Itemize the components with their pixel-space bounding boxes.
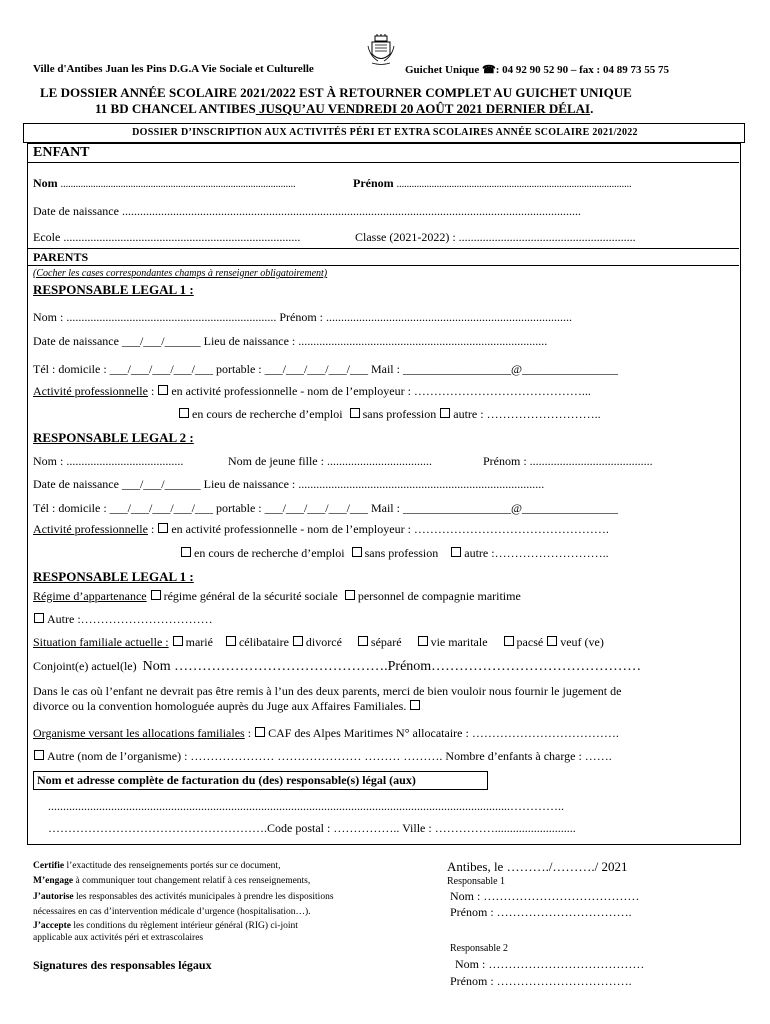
responsable2-title: RESPONSABLE LEGAL 2 : — [33, 430, 194, 445]
responsable2-prenom-field[interactable]: Prénom : ……………………………. — [450, 974, 632, 988]
option-label: autre : ……………………….. — [453, 407, 601, 421]
r2-tel-mail-field[interactable]: Tél : domicile : ___/___/___/___/___ portable : ___/___/___/___/___ Mail : __________________@________________ — [33, 501, 619, 515]
checkbox-regime-general[interactable] — [151, 590, 161, 600]
signatures-label: Signatures des responsables légaux — [33, 958, 212, 972]
section-enfant-title: ENFANT — [33, 145, 90, 160]
option-label: célibataire — [238, 635, 289, 649]
situation-label: Situation familiale actuelle : — [33, 635, 169, 649]
facturation-title: Nom et adresse complète de facturation du (des) responsable(s) légal (aux) — [37, 773, 416, 787]
text: l’exactitude des renseignements portés sur ce document, — [64, 861, 281, 871]
r1-activite-row: Activité professionnelle : en activité professionnelle - nom de l’employeur : ……………………………………... — [33, 384, 591, 398]
divider — [27, 162, 739, 163]
checkbox-sans-profession[interactable] — [352, 547, 362, 557]
checkbox-marie[interactable] — [173, 636, 183, 646]
checkbox-en-activite[interactable] — [158, 523, 168, 533]
option-label: Autre :…………………………… — [47, 612, 213, 626]
return-notice-line1: LE DOSSIER ANNÉE SCOLAIRE 2021/2022 EST À RETOURNER COMPLET AU GUICHET UNIQUE — [40, 85, 632, 100]
checkbox-recherche-emploi[interactable] — [181, 547, 191, 557]
option-label: régime général de la sécurité sociale — [163, 589, 338, 603]
note-text: divorce ou la convention homologuée auprès du Juge aux Affaires Familiales. — [33, 699, 407, 713]
option-label: sans profession — [362, 407, 437, 421]
engage-line — [33, 876, 310, 886]
checkbox-en-activite[interactable] — [158, 385, 168, 395]
option-label: séparé — [370, 635, 402, 649]
responsable2-nom-field[interactable]: Nom : ………………………………… — [455, 957, 645, 971]
checkbox-pacse[interactable] — [504, 636, 514, 646]
option-label: en cours de recherche d’emploi — [192, 407, 343, 421]
organisme-autre-row — [33, 749, 612, 764]
situation-row — [33, 635, 604, 650]
checkbox-caf[interactable] — [255, 727, 265, 737]
option-label: veuf (ve) — [560, 635, 604, 649]
option-label: pacsé — [516, 635, 544, 649]
accepte-line — [33, 921, 298, 931]
autorise-line — [33, 892, 334, 902]
checkbox-separe[interactable] — [358, 636, 368, 646]
responsable1-prenom-field[interactable]: Prénom : ……………………………. — [450, 905, 632, 919]
checkbox-autre[interactable] — [451, 547, 461, 557]
return-notice-line2 — [95, 101, 593, 117]
city-crest-logo — [366, 34, 396, 66]
r2-jeune-fille-field[interactable]: Nom de jeune fille : ................................... — [228, 454, 432, 468]
option-label: vie maritale — [430, 635, 488, 649]
activite-label: Activité professionnelle — [33, 522, 148, 536]
r2-nom-field[interactable]: Nom : ....................................... — [33, 454, 184, 468]
regime-autre-row — [33, 612, 213, 627]
field-label: Nom — [33, 176, 58, 190]
enfant-ecole-field[interactable]: Ecole ............................................................................... — [33, 230, 301, 244]
option-label: autre :……………………….. — [464, 546, 609, 560]
jugement-note-line2 — [33, 699, 423, 714]
code-postal-ville-field[interactable]: ……………………………………………….Code postal : …………….. Ville : ……………........................... — [48, 821, 576, 835]
keyword: M’engage — [33, 876, 74, 886]
regime-row — [33, 589, 521, 604]
responsable1-label: Responsable 1 — [447, 876, 506, 887]
divider — [27, 265, 739, 266]
checkbox-organisme-autre[interactable] — [34, 750, 44, 760]
option-label: en activité professionnelle - nom de l’employeur : …………………………………………. — [171, 522, 609, 536]
organisme-label: Organisme versant les allocations familiales — [33, 726, 245, 740]
r1-tel-mail-field[interactable]: Tél : domicile : ___/___/___/___/___ portable : ___/___/___/___/___ Mail : __________________@________________ — [33, 362, 619, 376]
adresse-field[interactable]: ..........................................................................................................................................................………….. — [48, 799, 564, 813]
enfant-date-naissance-field[interactable]: Date de naissance ......................................................................................................................................................... — [33, 204, 581, 218]
notice-address: 11 BD CHANCEL ANTIBES — [95, 101, 256, 116]
r2-activite-options — [180, 546, 609, 561]
text: les conditions du règlement intérieur général (RIG) ci-joint — [70, 921, 298, 931]
regime-label: Régime d’appartenance — [33, 589, 147, 603]
conjoint-field: Nom ……………………………………….Prénom……………………………………… — [142, 659, 642, 674]
option-label: divorcé — [305, 635, 342, 649]
r1-naissance-field[interactable]: Date de naissance ___/___/______ Lieu de naissance : ................................................................................... — [33, 334, 548, 348]
r2-prenom-field[interactable]: Prénom : ......................................... — [483, 454, 653, 468]
option-label: en activité professionnelle - nom de l’employeur : ……………………………………... — [171, 384, 591, 398]
r2-naissance-field[interactable]: Date de naissance ___/___/______ Lieu de naissance : .................................................................................. — [33, 477, 545, 491]
checkbox-compagnie-maritime[interactable] — [345, 590, 355, 600]
organisme-row: Organisme versant les allocations familiales : CAF des Alpes Maritimes N° allocataire : ………………………………. — [33, 726, 619, 740]
option-label: personnel de compagnie maritime — [357, 589, 521, 603]
option-label: Autre (nom de l’organisme) : ………………… ………………… ……… ………. Nombre d’enfants à charge : ……. — [47, 749, 612, 763]
header-line: Ville d'Antibes Juan les Pins D.G.A Vie Sociale et Culturelle — [33, 63, 314, 75]
text: à communiquer tout changement relatif à ces renseignements, — [73, 876, 311, 886]
keyword: Certifie — [33, 861, 65, 871]
option-label: marié — [185, 635, 213, 649]
checkbox-regime-autre[interactable] — [34, 613, 44, 623]
section-parents-title: PARENTS — [33, 250, 89, 264]
r1-activite-options — [178, 407, 601, 422]
form-title: DOSSIER D’INSCRIPTION AUX ACTIVITÉS PÉRI ET EXTRA SCOLAIRES ANNÉE SCOLAIRE 2021/2022 — [132, 127, 638, 138]
option-label: CAF des Alpes Maritimes N° allocataire : ………………………………. — [268, 726, 619, 740]
checkbox-divorce[interactable] — [293, 636, 303, 646]
r1-nom-prenom-field[interactable]: Nom : ...................................................................... Prénom : .................................................................................. — [33, 310, 572, 324]
enfant-prenom-field[interactable] — [353, 176, 632, 191]
keyword: J’autorise — [33, 892, 74, 902]
keyword: J’accepte — [33, 921, 71, 931]
jugement-note-line1: Dans le cas où l’enfant ne devrait pas être remis à l’un des deux parents, merci de bien vouloir nous fournir le jugement de — [33, 684, 622, 698]
notice-deadline: JUSQU’AU VENDREDI 20 AOÛT 2021 DERNIER DÉLAI — [255, 101, 591, 116]
option-label: sans profession — [364, 546, 439, 560]
activite-label: Activité professionnelle — [33, 384, 148, 398]
autorise-line2: nécessaires en cas d’intervention médicale d’urgence (hospitalisation…). — [33, 907, 311, 917]
divider — [27, 248, 739, 249]
responsable1-nom-field[interactable]: Nom : ………………………………… — [450, 889, 640, 903]
checkbox-veuf[interactable] — [547, 636, 557, 646]
checkbox-recherche-emploi[interactable] — [179, 408, 189, 418]
text: les responsables des activités municipales à prendre les dispositions — [73, 892, 334, 902]
checkbox-sans-profession[interactable] — [350, 408, 360, 418]
responsable1-bis-title: RESPONSABLE LEGAL 1 : — [33, 569, 194, 584]
responsable1-title: RESPONSABLE LEGAL 1 : — [33, 282, 194, 297]
field-label: Prénom — [353, 176, 394, 190]
conjoint-label: Conjoint(e) actuel(le) — [33, 659, 137, 673]
enfant-classe-field[interactable]: Classe (2021-2022) : ........................................................... — [355, 230, 636, 244]
field-dots: .............................................................................................. — [396, 179, 632, 190]
responsable2-label: Responsable 2 — [450, 943, 509, 954]
parents-note: (Cocher les cases correspondantes champs à renseigner obligatoirement) — [33, 268, 328, 279]
lieu-date-field[interactable]: Antibes, le ………./………./ 2021 — [447, 859, 628, 874]
guichet-contact: Guichet Unique ☎: 04 92 90 52 90 – fax : 04 89 73 55 75 — [405, 64, 669, 76]
enfant-nom-field[interactable] — [33, 176, 296, 191]
conjoint-row[interactable] — [33, 659, 641, 675]
notice-period: . — [590, 101, 594, 116]
certifie-line — [33, 861, 280, 871]
option-label: en cours de recherche d’emploi — [194, 546, 345, 560]
field-dots: .............................................................................................. — [60, 179, 296, 190]
accepte-line2: applicable aux activités péri et extrascolaires — [33, 933, 204, 943]
checkbox-autre[interactable] — [440, 408, 450, 418]
checkbox-jugement[interactable] — [410, 700, 420, 710]
r2-activite-row: Activité professionnelle : en activité professionnelle - nom de l’employeur : …………………………………………. — [33, 522, 609, 536]
checkbox-vie-maritale[interactable] — [418, 636, 428, 646]
checkbox-celibataire[interactable] — [226, 636, 236, 646]
